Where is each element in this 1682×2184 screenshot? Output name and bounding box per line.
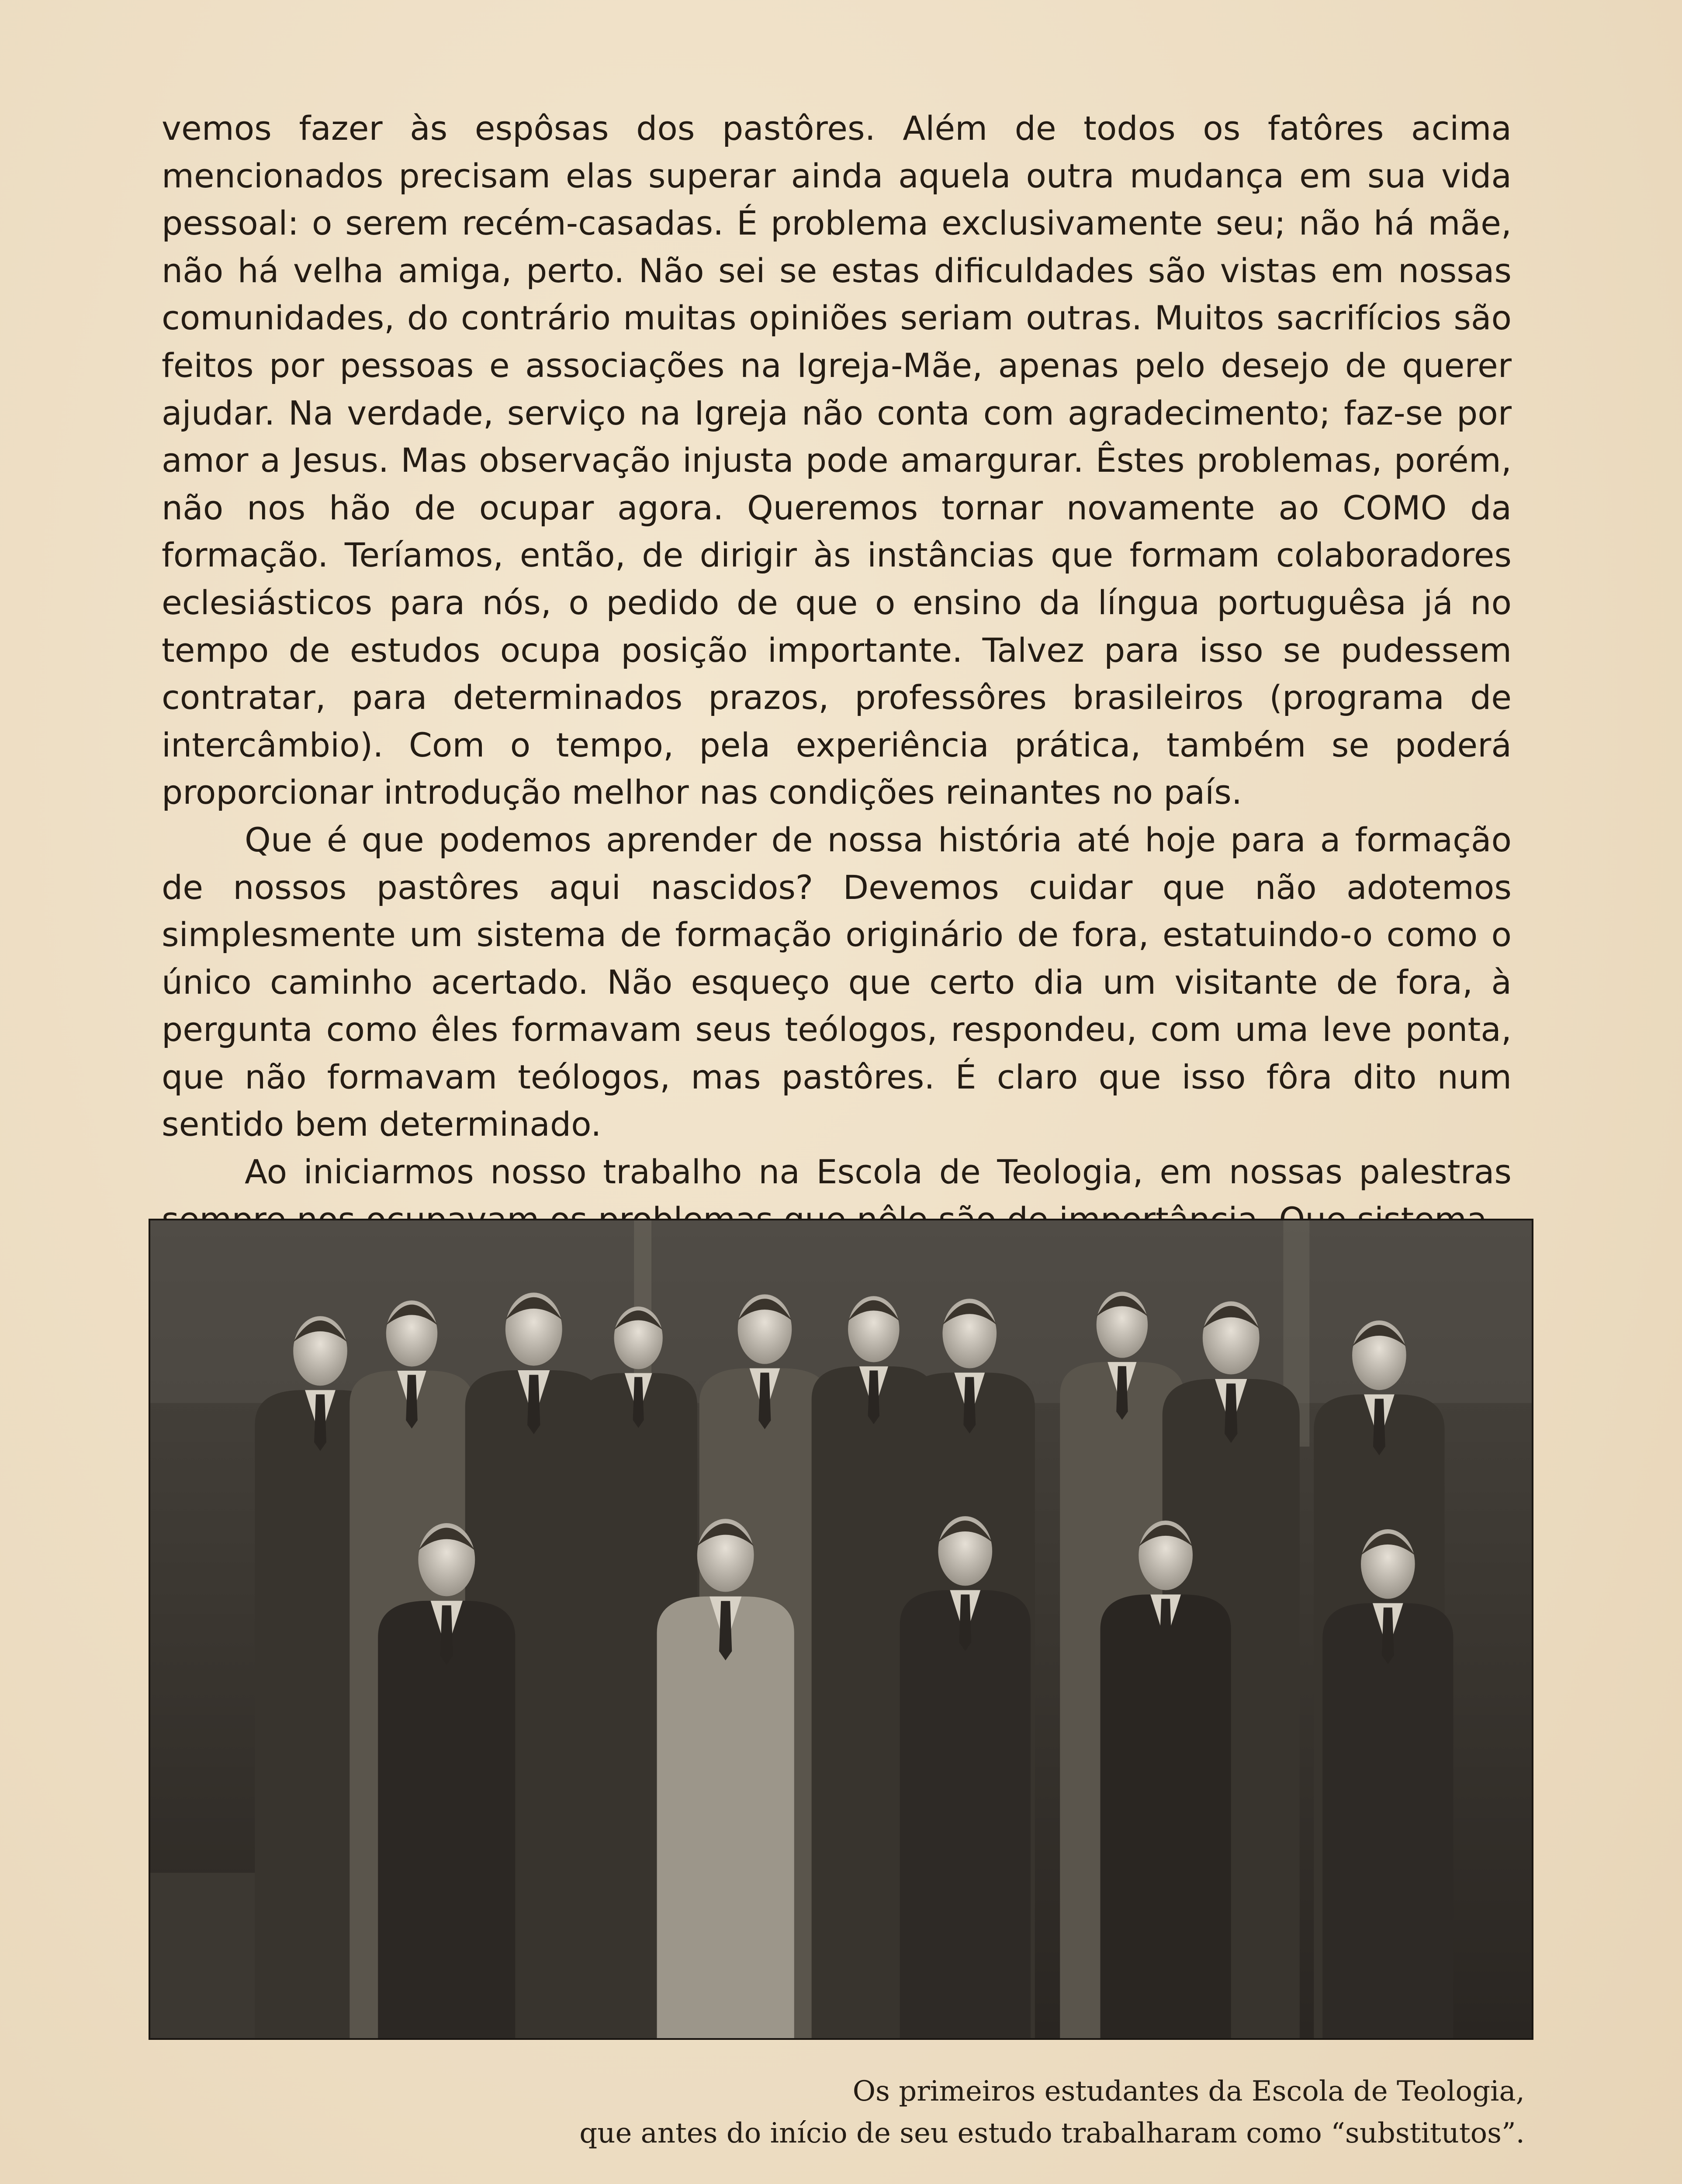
paragraph-1: vemos fazer às espôsas dos pastôres. Além de todos os fatôres acima mencionados precisam elas superar ainda aquela outra mudança em sua vida pessoal: o serem recém-casadas. É problema exclusivamente seu; não há mãe, não há velha amiga, perto. Não sei se estas dificuldades são vistas em nossas comunidades, do contrário muitas opiniões seriam outras. Muitos sacrifícios são feitos por pessoas e associações na Igreja-Mãe, apenas pelo desejo de querer ajudar. Na verdade, serviço na Igreja não conta com agradecimento; faz-se por amor a Jesus. Mas observação injusta pode amargurar. Êstes problemas, porém, não nos hão de ocupar agora. Queremos tornar novamente ao COMO da formação. Teríamos, então, de dirigir às instâncias que formam colaboradores eclesiásticos para nós, o pedido de que o ensino da língua portuguêsa já no tempo de estudos ocupa posição importante. Talvez para isso se pudessem contratar, para determinados prazos, professôres brasileiros (programa de intercâmbio). Com o tempo, pela experiência prática, também se poderá proporcionar introdução melhor nas condições reinantes no país. [162, 109, 1512, 812]
caption-line-2: que antes do início de seu estudo trabalharam como “substitutos”. [579, 2117, 1525, 2149]
group-photo [149, 1219, 1533, 2040]
caption-line-1: Os primeiros estudantes da Escola de Teologia, [852, 2075, 1525, 2108]
body-text [162, 105, 1512, 1243]
paragraph-3: Ao iniciarmos nosso trabalho na Escola de Teologia, em nossas palestras [245, 1152, 1512, 1192]
photo-caption [389, 2070, 1525, 2154]
group-photo-illustration [150, 1220, 1532, 2038]
paragraph-2: Que é que podemos aprender de nossa história até hoje para a formação de nossos pastôres aqui nascidos? Devemos cuidar que não adotemos simplesmente um sistema de formação originário de fora, estatuindo-o como o único caminho acertado. Não esqueço que certo dia um visitante de fora, à pergunta como êles formavam seus teólogos, respondeu, com uma leve ponta, que não formavam teólogos, mas pastôres. É claro que isso fôra dito num sentido bem determinado. [162, 820, 1512, 1144]
